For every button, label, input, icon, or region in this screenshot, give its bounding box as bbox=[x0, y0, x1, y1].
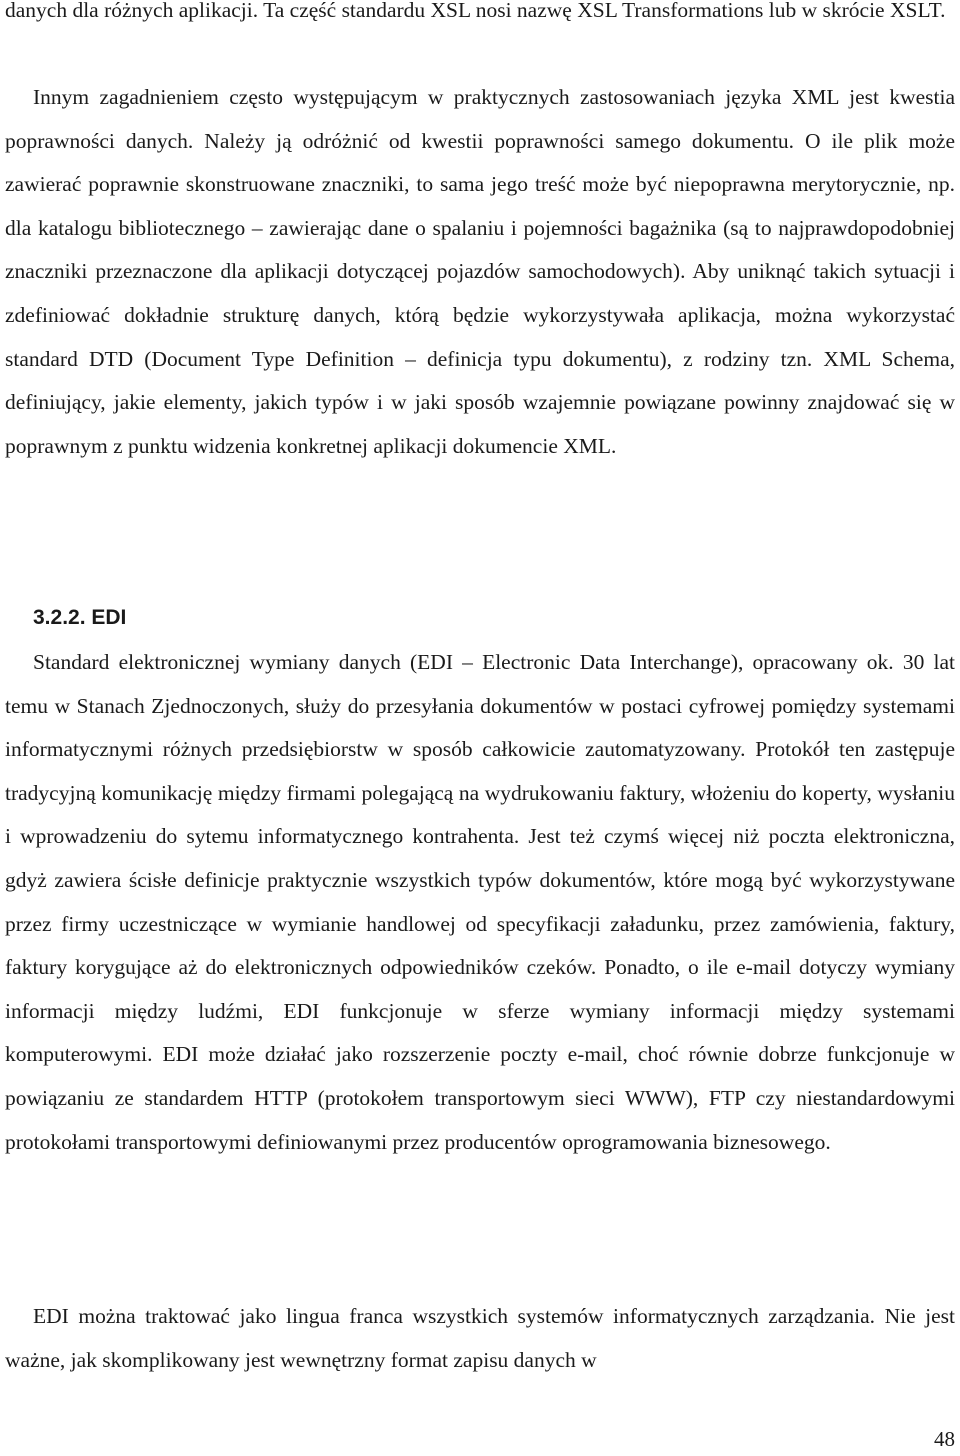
section-heading: 3.2.2. EDI bbox=[33, 606, 127, 629]
paragraph-xslt: danych dla różnych aplikacji. Ta część standardu XSL nosi nazwę XSL Transformations lub w skrócie XSLT. bbox=[5, 0, 946, 22]
page-number: 48 bbox=[934, 1427, 955, 1451]
paragraph-data-validity: Innym zagadnieniem często występującym w praktycznych zastosowaniach języka XML jest kwestia poprawności danych. Należy ją odróżnić od kwestii poprawności samego dokumentu. O ile plik może zawierać poprawnie skonstruowane znaczniki, to sama jego treść może być niepoprawna merytorycznie, np. dla katalogu bibliotecznego – zawierając dane o spalaniu i pojemności bagażnika (są to najprawdopodobniej znaczniki przeznaczone dla aplikacji dotyczącej pojazdów samochodowych). Aby uniknąć takich sytuacji i zdefiniować dokładnie strukturę danych, którą będzie wykorzystywała aplikacja, można wykorzystać standard DTD (Document Type Definition – definicja typu dokumentu), z rodziny tzn. XML Schema, definiujący, jakie elementy, jakich typów i w jaki sposób wzajemnie powiązane powinny znajdować się w poprawnym z punktu widzenia konkretnej aplikacji dokumencie XML. bbox=[5, 85, 955, 458]
paragraph-edi-standard: Standard elektronicznej wymiany danych (EDI – Electronic Data Interchange), opracowany ok. 30 lat temu w Stanach Zjednoczonych, służy do przesyłania dokumentów w postaci cyfrowej pomiędzy systemami informatycznymi różnych przedsiębiorstw w sposób całkowicie zautomatyzowany. Protokół ten zastępuje tradycyjną komunikację między firmami polegającą na wydrukowaniu faktury, włożeniu do koperty, wysłaniu i wprowadzeniu do sytemu informatycznego kontrahenta. Jest też czymś więcej niż poczta elektroniczna, gdyż zawiera ścisłe definicje praktycznie wszystkich typów dokumentów, które mogą być wykorzystywane przez firmy uczestniczące w wymianie handlowej od specyfikacji załadunku, przez zamówienia, faktury, faktury korygujące aż do elektronicznych odpowiedników czeków. Ponadto, o ile e-mail dotyczy wymiany informacji między ludźmi, EDI funkcjonuje w sferze wymiany informacji między systemami komputerowymi. EDI może działać jako rozszerzenie poczty e-mail, choć równie dobrze funkcjonuje w powiązaniu ze standardem HTTP (protokołem transportowym sieci WWW), FTP czy niestandardowymi protokołami transportowymi definiowanymi przez producentów oprogramowania biznesowego. bbox=[5, 650, 955, 1154]
paragraph-edi-lingua-franca: EDI można traktować jako lingua franca wszystkich systemów informatycznych zarządzania. Nie jest ważne, jak skomplikowany jest wewnętrzny format zapisu danych w bbox=[5, 1304, 955, 1372]
